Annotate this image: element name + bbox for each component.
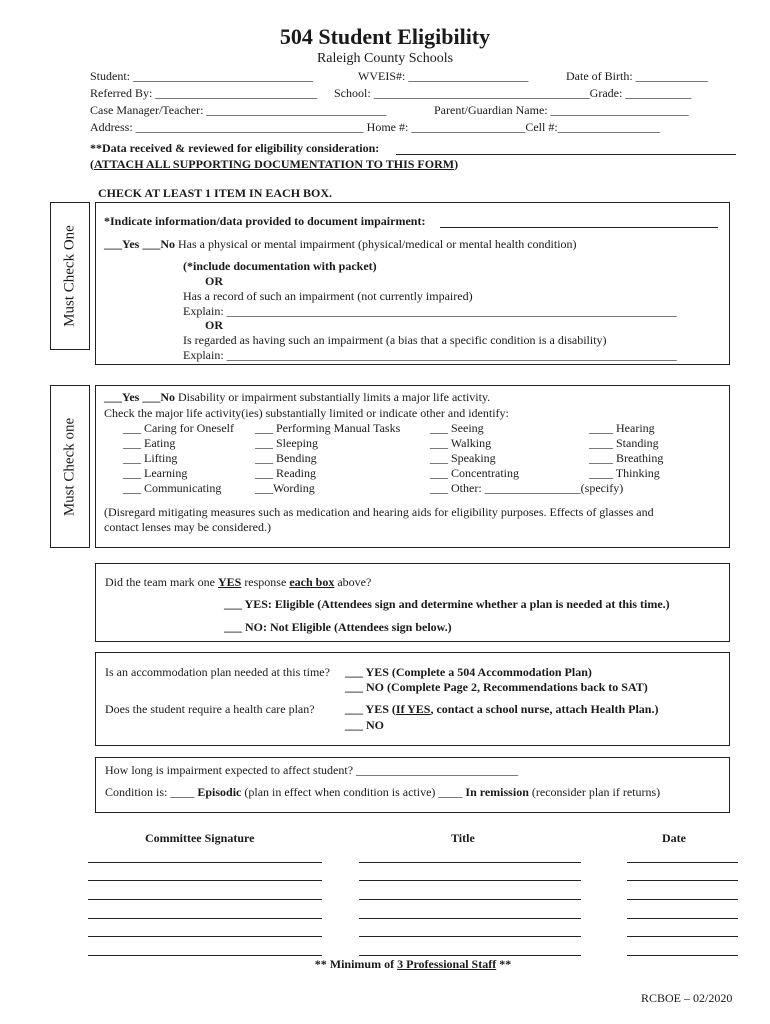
activity-hearing[interactable]: ____ Hearing — [589, 421, 655, 435]
activity-other[interactable]: ___ Other: ________________(specify) — [430, 481, 624, 495]
team-question-each-box: each box — [289, 575, 335, 589]
signature-line[interactable] — [88, 899, 322, 900]
disability-text: Disability or impairment substantially limits a major life activity. — [175, 390, 491, 404]
minimum-staff-note — [0, 957, 770, 972]
or-label: OR — [205, 318, 223, 332]
condition-line — [105, 785, 660, 800]
referred-by-field[interactable]: Referred By: ___________________________ — [90, 86, 318, 100]
title-header: Title — [451, 831, 475, 845]
date-line[interactable] — [627, 955, 738, 956]
district-name: Raleigh County Schools — [316, 51, 454, 66]
date-line[interactable] — [627, 899, 738, 900]
health-plan-yes-c: , contact a school nurse, attach Health Plan.) — [430, 702, 659, 716]
activity-bending[interactable]: ___ Bending — [255, 451, 317, 465]
must-check-one-tab — [50, 202, 90, 350]
minimum-staff: 3 Professional Staff — [397, 957, 497, 971]
signature-line[interactable] — [88, 955, 322, 956]
team-question-yes: YES — [217, 575, 242, 589]
title-line[interactable] — [359, 955, 581, 956]
include-doc-note: (*include documentation with packet) — [183, 259, 377, 273]
title-line[interactable] — [359, 862, 581, 863]
school-grade-field[interactable]: School: ____________________________________Grade: ___________ — [334, 86, 692, 100]
duration-question[interactable]: How long is impairment expected to affect student? ___________________________ — [105, 763, 519, 777]
eligible-yes-option[interactable]: ___ YES: Eligible (Attendees sign and determine whether a plan is needed at this time.) — [224, 597, 670, 611]
condition-label: Condition is: — [105, 785, 168, 799]
activity-manual-tasks[interactable]: ___ Performing Manual Tasks — [255, 421, 401, 435]
minimum-a: ** Minimum of — [314, 957, 398, 971]
check-instruction: CHECK AT LEAST 1 ITEM IN EACH BOX. — [98, 186, 333, 200]
accommodation-question: Is an accommodation plan needed at this time? — [105, 665, 330, 679]
parent-guardian-field[interactable]: Parent/Guardian Name: _______________________ — [434, 103, 689, 117]
indicate-label: *Indicate information/data provided to document impairment: — [104, 214, 426, 228]
health-plan-yes-a: ___ YES ( — [345, 702, 396, 716]
date-header: Date — [662, 831, 686, 845]
activity-walking[interactable]: ___ Walking — [430, 436, 492, 450]
team-question-a: Did the team mark one — [105, 575, 218, 589]
side-label: Must Check one — [61, 417, 78, 516]
remission-blank[interactable]: ____ — [438, 785, 463, 799]
minimum-c: ** — [496, 957, 512, 971]
activity-speaking[interactable]: ___ Speaking — [430, 451, 496, 465]
attach-note — [90, 157, 458, 172]
activity-concentrating[interactable]: ___ Concentrating — [430, 466, 519, 480]
health-plan-if-yes: If YES — [395, 702, 431, 716]
signature-line[interactable] — [88, 936, 322, 937]
disregard-note-cont: contact lenses may be considered.) — [104, 520, 271, 534]
physical-impairment-line — [104, 237, 577, 252]
episodic-label: Episodic — [197, 785, 242, 799]
yes-no-checkbox[interactable]: ___Yes ___No — [104, 237, 175, 251]
explain-field[interactable]: Explain: ___________________________________________________________________________ — [183, 304, 677, 318]
attach-note-close: ) — [454, 157, 459, 171]
or-label: OR — [205, 274, 223, 288]
accommodation-yes-option[interactable]: ___ YES (Complete a 504 Accommodation Plan) — [345, 665, 592, 679]
check-major-text: Check the major life activity(ies) substantially limited or indicate other and identify: — [104, 406, 509, 420]
attach-note-text: ATTACH ALL SUPPORTING DOCUMENTATION TO THIS FORM — [94, 157, 455, 171]
activity-communicating[interactable]: ___ Communicating — [123, 481, 222, 495]
student-field[interactable]: Student: ______________________________ — [90, 69, 314, 83]
remission-note: (reconsider plan if returns) — [531, 785, 661, 799]
title-line[interactable] — [359, 899, 581, 900]
disability-line — [104, 390, 490, 405]
must-check-one-tab — [50, 385, 90, 548]
team-question-b: response — [241, 575, 290, 589]
address-phone-field[interactable]: Address: ______________________________________ Home #: ___________________Cell #:_________________ — [90, 120, 660, 134]
activity-standing[interactable]: ____ Standing — [589, 436, 659, 450]
title-line[interactable] — [359, 918, 581, 919]
episodic-note: (plan in effect when condition is active) — [244, 785, 436, 799]
wveis-field[interactable]: WVEIS#: ____________________ — [358, 69, 529, 83]
case-manager-field[interactable]: Case Manager/Teacher: ______________________________ — [90, 103, 387, 117]
activity-learning[interactable]: ___ Learning — [123, 466, 188, 480]
physical-impairment-text: Has a physical or mental impairment (physical/medical or mental health condition) — [175, 237, 577, 251]
remission-label: In remission — [465, 785, 529, 799]
dob-field[interactable]: Date of Birth: ____________ — [566, 69, 708, 83]
activity-seeing[interactable]: ___ Seeing — [430, 421, 484, 435]
activity-breathing[interactable]: ____ Breathing — [589, 451, 664, 465]
health-plan-no-option[interactable]: ___ NO — [345, 718, 384, 732]
health-plan-question: Does the student require a health care plan? — [105, 702, 315, 716]
signature-line[interactable] — [88, 862, 322, 863]
signature-line[interactable] — [88, 880, 322, 881]
date-line[interactable] — [627, 918, 738, 919]
yes-no-checkbox[interactable]: ___Yes ___No — [104, 390, 175, 404]
committee-signature-header: Committee Signature — [145, 831, 255, 845]
activity-eating[interactable]: ___ Eating — [123, 436, 176, 450]
page-title: 504 Student Eligibility — [279, 24, 491, 49]
side-label: Must Check One — [61, 225, 78, 327]
regarded-text: Is regarded as having such an impairment (a bias that a specific condition is a disability) — [183, 333, 607, 347]
activity-caring[interactable]: ___ Caring for Oneself — [123, 421, 234, 435]
title-line[interactable] — [359, 936, 581, 937]
date-line[interactable] — [627, 880, 738, 881]
episodic-blank[interactable]: ____ — [170, 785, 195, 799]
date-line[interactable] — [627, 862, 738, 863]
activity-lifting[interactable]: ___ Lifting — [123, 451, 178, 465]
accommodation-no-option[interactable]: ___ NO (Complete Page 2, Recommendations back to SAT) — [345, 680, 648, 694]
activity-reading[interactable]: ___ Reading — [255, 466, 316, 480]
activity-sleeping[interactable]: ___ Sleeping — [255, 436, 318, 450]
indicate-line[interactable] — [440, 227, 718, 228]
date-line[interactable] — [627, 936, 738, 937]
team-question — [105, 575, 371, 590]
team-question-c: above? — [334, 575, 372, 589]
eligible-no-option[interactable]: ___ NO: Not Eligible (Attendees sign below.) — [224, 620, 452, 634]
activity-thinking[interactable]: ____ Thinking — [589, 466, 660, 480]
form-footer: RCBOE – 02/2020 — [641, 991, 733, 1005]
record-text: Has a record of such an impairment (not currently impaired) — [183, 289, 473, 303]
data-received-label: **Data received & reviewed for eligibility consideration: — [90, 141, 380, 155]
title-line[interactable] — [359, 880, 581, 881]
signature-line[interactable] — [88, 918, 322, 919]
attach-note-open: ( — [90, 157, 94, 171]
activity-wording[interactable]: ___Wording — [255, 481, 315, 495]
data-received-line[interactable] — [396, 154, 736, 155]
health-plan-yes-option[interactable] — [345, 702, 658, 717]
disregard-note: (Disregard mitigating measures such as medication and hearing aids for eligibility purposes. Effects of glasses and — [104, 505, 654, 519]
explain-field[interactable]: Explain: ___________________________________________________________________________ — [183, 348, 677, 362]
